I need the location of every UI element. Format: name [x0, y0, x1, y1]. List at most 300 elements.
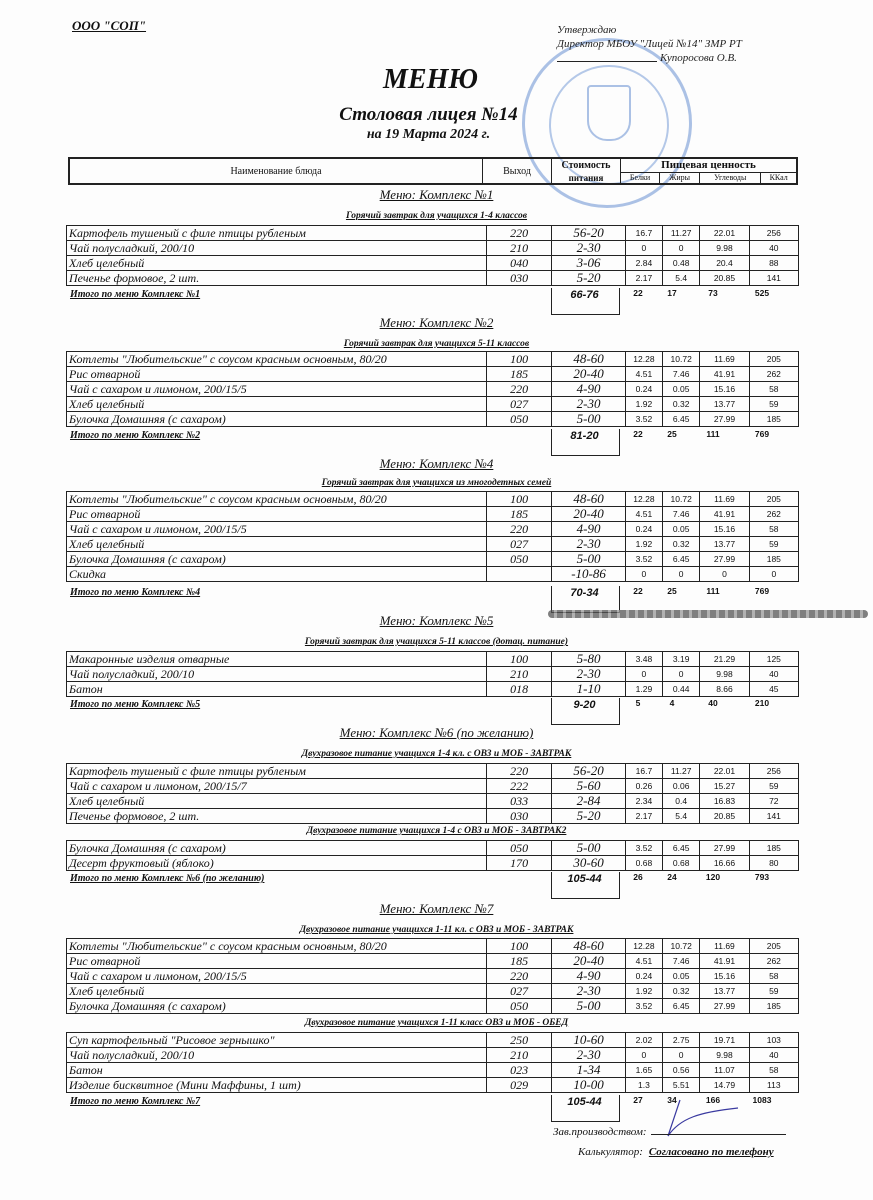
total-carbs: 120	[705, 872, 721, 882]
table-row	[67, 241, 799, 256]
dish-kcal: 141	[749, 809, 798, 824]
dish-output: 018	[486, 682, 551, 697]
table-row	[67, 652, 799, 667]
dish-fats: 0.44	[663, 682, 700, 697]
dish-output	[486, 567, 551, 582]
dish-kcal: 80	[749, 856, 798, 871]
dish-fats: 0.05	[663, 382, 700, 397]
dish-output: 027	[486, 537, 551, 552]
dish-carbs: 15.27	[700, 779, 749, 794]
dish-cost: 56-20	[552, 226, 626, 241]
dish-proteins: 2.17	[625, 809, 662, 824]
dish-proteins: 3.52	[625, 841, 662, 856]
dish-proteins: 0.68	[625, 856, 662, 871]
dish-carbs: 16.66	[700, 856, 749, 871]
dish-carbs: 13.77	[700, 397, 749, 412]
dish-output: 220	[486, 764, 551, 779]
dish-kcal: 88	[749, 256, 798, 271]
dish-name: Батон	[67, 1063, 487, 1078]
dish-carbs: 27.99	[700, 552, 749, 567]
dish-kcal: 58	[749, 522, 798, 537]
dish-carbs: 9.98	[700, 667, 749, 682]
dish-kcal: 262	[749, 954, 798, 969]
dish-output: 210	[486, 241, 551, 256]
dish-kcal: 185	[749, 999, 798, 1014]
section-subtitle: Двухразовое питание учащихся 1-11 кл. с ОВЗ и МОБ - ЗАВТРАК	[299, 925, 574, 935]
dish-proteins: 1.65	[625, 1063, 662, 1078]
table-row	[67, 764, 799, 779]
dish-cost: 5-20	[552, 809, 626, 824]
dish-proteins: 16.7	[625, 764, 662, 779]
dish-kcal: 59	[749, 779, 798, 794]
total-fats: 17	[667, 288, 677, 298]
table-row	[67, 226, 799, 241]
table-row	[67, 856, 799, 871]
dish-carbs: 11.69	[700, 492, 749, 507]
dish-proteins: 4.51	[625, 367, 662, 382]
dish-name: Котлеты "Любительские" с соусом красным основным, 80/20	[67, 352, 487, 367]
table-row	[67, 999, 799, 1014]
approval-block	[557, 23, 742, 65]
dish-carbs: 0	[700, 567, 749, 582]
page-subtitle: Столовая лицея №14	[339, 104, 518, 125]
section-title-4: Меню: Комплекс №4	[379, 456, 494, 471]
col-cost-line2: питания	[552, 172, 621, 184]
table-row	[67, 1048, 799, 1063]
dish-output: 050	[486, 412, 551, 427]
dish-proteins: 0	[625, 241, 662, 256]
table-row	[67, 779, 799, 794]
dish-output: 185	[486, 954, 551, 969]
dish-cost: 5-00	[552, 841, 626, 856]
dish-output: 030	[486, 271, 551, 286]
dish-fats: 10.72	[663, 352, 700, 367]
dish-name: Рис отварной	[67, 954, 487, 969]
dish-output: 100	[486, 652, 551, 667]
dish-carbs: 27.99	[700, 841, 749, 856]
total-label: Итого по меню Комплекс №7	[70, 1096, 201, 1107]
table-row	[67, 809, 799, 824]
section-subtitle: Горячий завтрак для учащихся 1-4 классов	[345, 211, 528, 221]
total-proteins: 26	[633, 872, 643, 882]
dish-output: 100	[486, 352, 551, 367]
table-row	[67, 412, 799, 427]
dish-name: Булочка Домашняя (с сахаром)	[67, 552, 487, 567]
dish-output: 220	[486, 382, 551, 397]
dish-output: 050	[486, 841, 551, 856]
dish-cost: 56-20	[552, 764, 626, 779]
dish-cost: 20-40	[552, 954, 626, 969]
dish-carbs: 16.83	[700, 794, 749, 809]
table-row	[67, 1078, 799, 1093]
calculator-label: Калькулятор:	[578, 1146, 643, 1158]
dish-proteins: 0.24	[625, 382, 662, 397]
dish-name: Рис отварной	[67, 367, 487, 382]
section-subtitle: Горячий завтрак для учащихся 5-11 классов	[343, 339, 530, 349]
dish-carbs: 15.16	[700, 382, 749, 397]
dish-name: Чай с сахаром и лимоном, 200/15/5	[67, 522, 487, 537]
menu-table	[66, 840, 799, 871]
dish-fats: 11.27	[663, 764, 700, 779]
total-fats: 34	[667, 1095, 677, 1105]
dish-proteins: 0	[625, 1048, 662, 1063]
dish-name: Булочка Домашняя (с сахаром)	[67, 412, 487, 427]
dish-carbs: 22.01	[700, 226, 749, 241]
dish-fats: 6.45	[663, 999, 700, 1014]
dish-fats: 0.05	[663, 522, 700, 537]
dish-kcal: 59	[749, 984, 798, 999]
dish-fats: 0.05	[663, 969, 700, 984]
dish-fats: 0.06	[663, 779, 700, 794]
dish-name: Хлеб целебный	[67, 256, 487, 271]
dish-name: Скидка	[67, 567, 487, 582]
dish-name: Хлеб целебный	[67, 984, 487, 999]
dish-cost: 5-80	[552, 652, 626, 667]
dish-carbs: 21.29	[700, 652, 749, 667]
dish-output: 220	[486, 522, 551, 537]
dish-proteins: 3.52	[625, 999, 662, 1014]
dish-fats: 0	[663, 1048, 700, 1063]
dish-proteins: 1.92	[625, 537, 662, 552]
dish-output: 029	[486, 1078, 551, 1093]
dish-fats: 6.45	[663, 412, 700, 427]
dish-output: 100	[486, 939, 551, 954]
dish-kcal: 58	[749, 1063, 798, 1078]
total-carbs: 73	[708, 288, 718, 298]
dish-proteins: 0	[625, 567, 662, 582]
dish-kcal: 0	[749, 567, 798, 582]
dish-cost: 1-34	[552, 1063, 626, 1078]
dish-cost: 4-90	[552, 969, 626, 984]
dish-proteins: 2.17	[625, 271, 662, 286]
dish-cost: 5-00	[552, 412, 626, 427]
dish-cost: 20-40	[552, 367, 626, 382]
dish-fats: 0.48	[663, 256, 700, 271]
dish-cost: 2-30	[552, 1048, 626, 1063]
dish-fats: 0.32	[663, 984, 700, 999]
section-total	[70, 699, 803, 727]
section-subtitle: Горячий завтрак для учащихся из многодетных семей	[321, 478, 552, 488]
dish-carbs: 19.71	[700, 1033, 749, 1048]
menu-table	[66, 938, 799, 1014]
dish-output: 185	[486, 507, 551, 522]
dish-cost: 2-84	[552, 794, 626, 809]
col-proteins: Белки	[621, 172, 660, 184]
dish-output: 250	[486, 1033, 551, 1048]
dish-proteins: 3.52	[625, 412, 662, 427]
dish-carbs: 20.85	[700, 271, 749, 286]
dish-proteins: 4.51	[625, 954, 662, 969]
menu-table	[66, 1032, 799, 1093]
dish-name: Булочка Домашняя (с сахаром)	[67, 999, 487, 1014]
dish-output: 050	[486, 552, 551, 567]
table-row	[67, 507, 799, 522]
dish-proteins: 2.34	[625, 794, 662, 809]
dish-kcal: 59	[749, 397, 798, 412]
dish-kcal: 205	[749, 352, 798, 367]
section-subtitle: Двухразовое питание учащихся 1-4 кл. с ОВЗ и МОБ - ЗАВТРАК	[301, 749, 572, 759]
dish-kcal: 125	[749, 652, 798, 667]
total-carbs: 111	[706, 429, 720, 439]
column-header-table	[68, 157, 798, 185]
dish-cost: 10-60	[552, 1033, 626, 1048]
table-row	[67, 567, 799, 582]
dish-fats: 6.45	[663, 841, 700, 856]
dish-proteins: 0.26	[625, 779, 662, 794]
section-total	[70, 289, 803, 317]
dish-output: 030	[486, 809, 551, 824]
table-row	[67, 352, 799, 367]
dish-carbs: 11.07	[700, 1063, 749, 1078]
table-row	[67, 667, 799, 682]
table-row	[67, 492, 799, 507]
dish-carbs: 11.69	[700, 939, 749, 954]
dish-cost: -10-86	[552, 567, 626, 582]
dish-proteins: 2.84	[625, 256, 662, 271]
dish-carbs: 8.66	[700, 682, 749, 697]
approval-line-1: Утверждаю	[557, 24, 617, 36]
total-cost: 105-44	[567, 1096, 602, 1108]
table-row	[67, 552, 799, 567]
table-row	[67, 382, 799, 397]
dish-cost: 5-00	[552, 999, 626, 1014]
dish-fats: 5.4	[663, 809, 700, 824]
dish-fats: 0	[663, 567, 700, 582]
dish-cost: 5-00	[552, 552, 626, 567]
dish-cost: 48-60	[552, 939, 626, 954]
total-cost: 81-20	[570, 430, 599, 442]
production-manager	[553, 1126, 786, 1138]
dish-name: Суп картофельный "Рисовое зернышко"	[67, 1033, 487, 1048]
col-cost-line1: Стоимость	[552, 158, 621, 172]
menu-date: на 19 Марта 2024 г.	[366, 127, 491, 142]
total-proteins: 5	[635, 698, 641, 708]
total-kcal: 769	[754, 429, 770, 439]
col-kcal: ККал	[761, 172, 797, 184]
dish-fats: 3.19	[663, 652, 700, 667]
dish-fats: 0.56	[663, 1063, 700, 1078]
dish-output: 210	[486, 1048, 551, 1063]
table-row	[67, 271, 799, 286]
total-proteins: 27	[633, 1095, 643, 1105]
dish-fats: 7.46	[663, 367, 700, 382]
dish-output: 222	[486, 779, 551, 794]
total-fats: 25	[667, 586, 677, 596]
dish-kcal: 205	[749, 939, 798, 954]
dish-carbs: 9.98	[700, 241, 749, 256]
table-row	[67, 1033, 799, 1048]
dish-cost: 2-30	[552, 537, 626, 552]
dish-carbs: 20.4	[700, 256, 749, 271]
section-total	[70, 873, 803, 901]
dish-kcal: 185	[749, 841, 798, 856]
dish-cost: 5-20	[552, 271, 626, 286]
table-row	[67, 537, 799, 552]
total-cost: 66-76	[570, 289, 599, 301]
dish-cost: 5-60	[552, 779, 626, 794]
section-subtitle: Горячий завтрак для учащихся 5-11 классов (дотац. питание)	[304, 637, 569, 647]
dish-fats: 0	[663, 667, 700, 682]
dish-kcal: 58	[749, 382, 798, 397]
menu-table	[66, 491, 799, 582]
total-fats: 25	[667, 429, 677, 439]
section-total	[70, 430, 803, 458]
total-kcal: 1083	[752, 1095, 772, 1105]
dish-carbs: 27.99	[700, 412, 749, 427]
dish-carbs: 14.79	[700, 1078, 749, 1093]
dish-output: 210	[486, 667, 551, 682]
table-row	[67, 1063, 799, 1078]
organization-name: ООО "СОП"	[72, 18, 147, 33]
dish-name: Хлеб целебный	[67, 397, 487, 412]
table-row	[67, 939, 799, 954]
dish-carbs: 13.77	[700, 984, 749, 999]
dish-proteins: 3.48	[625, 652, 662, 667]
calculator	[578, 1146, 774, 1158]
dish-cost: 2-30	[552, 397, 626, 412]
dish-name: Батон	[67, 682, 487, 697]
dish-proteins: 2.02	[625, 1033, 662, 1048]
section-subtitle: Двухразовое питание учащихся 1-4 с ОВЗ и МОБ - ЗАВТРАК2	[306, 826, 567, 836]
total-kcal: 793	[754, 872, 770, 882]
dish-name: Печенье формовое, 2 шт.	[67, 271, 487, 286]
dish-cost: 3-06	[552, 256, 626, 271]
dish-name: Десерт фруктовый (яблоко)	[67, 856, 487, 871]
total-kcal: 210	[754, 698, 770, 708]
total-label: Итого по меню Комплекс №1	[70, 289, 201, 300]
dish-output: 033	[486, 794, 551, 809]
dish-name: Хлеб целебный	[67, 794, 487, 809]
dish-fats: 2.75	[663, 1033, 700, 1048]
section-title-1: Меню: Комплекс №1	[379, 187, 494, 202]
production-signature-line	[651, 1134, 786, 1135]
col-fats: Жиры	[660, 172, 700, 184]
table-row	[67, 794, 799, 809]
dish-name: Картофель тушеный с филе птицы рубленым	[67, 764, 487, 779]
col-carbs: Углеводы	[700, 172, 761, 184]
total-cost: 9-20	[573, 699, 596, 711]
dish-name: Чай полусладкий, 200/10	[67, 667, 487, 682]
dish-output: 185	[486, 367, 551, 382]
total-carbs: 111	[706, 586, 720, 596]
dish-kcal: 262	[749, 367, 798, 382]
table-row	[67, 682, 799, 697]
dish-output: 040	[486, 256, 551, 271]
dish-output: 170	[486, 856, 551, 871]
col-nutrition: Пищевая ценность	[621, 158, 798, 172]
dish-carbs: 22.01	[700, 764, 749, 779]
menu-table	[66, 763, 799, 824]
total-fats: 24	[667, 872, 677, 882]
dish-proteins: 3.52	[625, 552, 662, 567]
dish-proteins: 1.29	[625, 682, 662, 697]
total-label: Итого по меню Комплекс №4	[70, 587, 201, 598]
dish-kcal: 40	[749, 241, 798, 256]
total-label: Итого по меню Комплекс №5	[70, 699, 201, 710]
dish-name: Чай полусладкий, 200/10	[67, 1048, 487, 1063]
col-output: Выход	[483, 158, 552, 184]
dish-kcal: 40	[749, 667, 798, 682]
total-cost: 105-44	[567, 873, 602, 885]
dish-name: Макаронные изделия отварные	[67, 652, 487, 667]
dish-proteins: 0	[625, 667, 662, 682]
dish-cost: 4-90	[552, 382, 626, 397]
total-proteins: 22	[633, 429, 643, 439]
total-label: Итого по меню Комплекс №2	[70, 430, 201, 441]
dish-fats: 5.51	[663, 1078, 700, 1093]
dish-fats: 11.27	[663, 226, 700, 241]
menu-table	[66, 351, 799, 427]
table-row	[67, 522, 799, 537]
dish-name: Булочка Домашняя (с сахаром)	[67, 841, 487, 856]
dish-cost: 48-60	[552, 492, 626, 507]
dish-name: Чай с сахаром и лимоном, 200/15/5	[67, 382, 487, 397]
dish-output: 220	[486, 969, 551, 984]
dish-carbs: 41.91	[700, 367, 749, 382]
dish-kcal: 256	[749, 764, 798, 779]
dish-name: Хлеб целебный	[67, 537, 487, 552]
production-label: Зав.производством:	[553, 1126, 647, 1138]
dish-fats: 10.72	[663, 939, 700, 954]
menu-table	[66, 225, 799, 286]
dish-fats: 0.68	[663, 856, 700, 871]
dish-cost: 30-60	[552, 856, 626, 871]
dish-cost: 2-30	[552, 667, 626, 682]
section-title-2: Меню: Комплекс №2	[379, 315, 494, 330]
table-row	[67, 367, 799, 382]
dish-cost: 2-30	[552, 241, 626, 256]
dish-name: Чай с сахаром и лимоном, 200/15/5	[67, 969, 487, 984]
dish-kcal: 262	[749, 507, 798, 522]
total-kcal: 525	[754, 288, 770, 298]
total-proteins: 22	[633, 586, 643, 596]
dish-output: 220	[486, 226, 551, 241]
dish-name: Картофель тушеный с филе птицы рубленым	[67, 226, 487, 241]
dish-kcal: 58	[749, 969, 798, 984]
dish-kcal: 185	[749, 412, 798, 427]
dish-kcal: 205	[749, 492, 798, 507]
dish-carbs: 41.91	[700, 507, 749, 522]
dish-proteins: 12.28	[625, 939, 662, 954]
dish-fats: 0	[663, 241, 700, 256]
dish-fats: 7.46	[663, 954, 700, 969]
page-title: МЕНЮ	[383, 64, 478, 95]
dish-proteins: 1.92	[625, 984, 662, 999]
total-carbs: 40	[708, 698, 718, 708]
dish-kcal: 103	[749, 1033, 798, 1048]
dish-proteins: 16.7	[625, 226, 662, 241]
total-carbs: 166	[705, 1095, 721, 1105]
dish-carbs: 9.98	[700, 1048, 749, 1063]
dish-proteins: 0.24	[625, 522, 662, 537]
dish-fats: 6.45	[663, 552, 700, 567]
dish-cost: 2-30	[552, 984, 626, 999]
dish-carbs: 41.91	[700, 954, 749, 969]
table-row	[67, 397, 799, 412]
dish-fats: 0.4	[663, 794, 700, 809]
dish-name: Изделие бисквитное (Мини Маффины, 1 шт)	[67, 1078, 487, 1093]
table-row	[67, 969, 799, 984]
total-proteins: 22	[633, 288, 643, 298]
dish-output: 023	[486, 1063, 551, 1078]
dish-name: Чай полусладкий, 200/10	[67, 241, 487, 256]
dish-output: 027	[486, 397, 551, 412]
dish-name: Рис отварной	[67, 507, 487, 522]
dish-fats: 7.46	[663, 507, 700, 522]
dish-proteins: 1.92	[625, 397, 662, 412]
dish-kcal: 185	[749, 552, 798, 567]
dish-cost: 4-90	[552, 522, 626, 537]
